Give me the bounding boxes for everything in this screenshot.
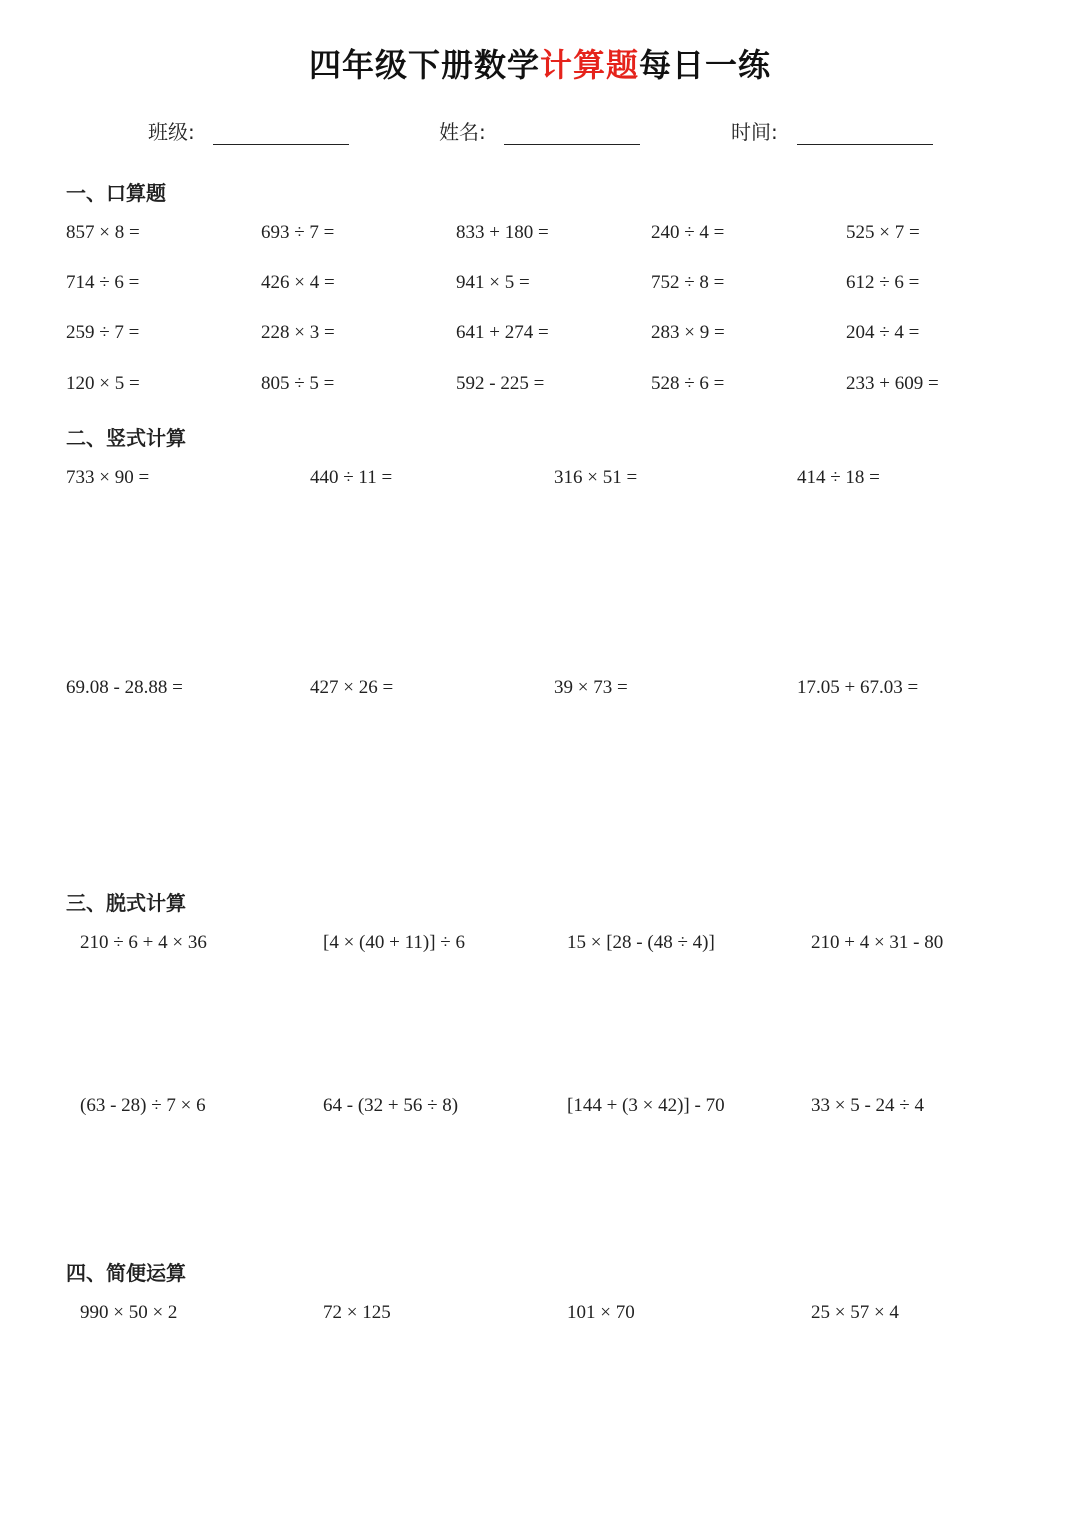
oral-problem: 120 × 5 = [66,373,140,394]
oral-problem: 525 × 7 = [846,222,920,243]
page-title [0,40,1080,86]
vertical-problem: 733 × 90 = [66,467,150,488]
section-vertical-title: 二、竖式计算 [66,426,186,450]
class-blank[interactable] [213,144,349,145]
stepwise-problem: 210 + 4 × 31 - 80 [811,932,944,953]
simplify-problem: 101 × 70 [567,1302,635,1323]
oral-problem: 228 × 3 = [261,322,335,343]
stepwise-problem: [144 + (3 × 42)] - 70 [567,1095,725,1116]
oral-problem: 693 ÷ 7 = [261,222,335,243]
simplify-problem: 72 × 125 [323,1302,391,1323]
stepwise-problem: (63 - 28) ÷ 7 × 6 [80,1095,206,1116]
oral-problem: 805 ÷ 5 = [261,373,335,394]
stepwise-problem: 33 × 5 - 24 ÷ 4 [811,1095,924,1116]
vertical-problem: 427 × 26 = [310,677,394,698]
title-accent: 计算题 [539,46,639,84]
time-blank[interactable] [797,144,933,145]
oral-problem: 641 + 274 = [456,322,549,343]
vertical-problem: 69.08 - 28.88 = [66,677,183,698]
oral-problem: 592 - 225 = [456,373,545,394]
oral-problem: 752 ÷ 8 = [651,272,725,293]
time-field [731,116,778,145]
section-simplify-title: 四、简便运算 [66,1261,186,1285]
name-blank[interactable] [504,144,640,145]
stepwise-problem: 15 × [28 - (48 ÷ 4)] [567,932,715,953]
oral-problem: 240 ÷ 4 = [651,222,725,243]
vertical-problem: 414 ÷ 18 = [797,467,880,488]
oral-problem: 283 × 9 = [651,322,725,343]
stepwise-problem: 210 ÷ 6 + 4 × 36 [80,932,207,953]
oral-problem: 528 ÷ 6 = [651,373,725,394]
name-label: 姓名: [439,120,486,144]
simplify-problem: 25 × 57 × 4 [811,1302,899,1323]
vertical-problem: 17.05 + 67.03 = [797,677,919,698]
oral-problem: 714 ÷ 6 = [66,272,140,293]
oral-problem: 612 ÷ 6 = [846,272,920,293]
oral-problem: 941 × 5 = [456,272,530,293]
stepwise-problem: 64 - (32 + 56 ÷ 8) [323,1095,459,1116]
oral-problem: 426 × 4 = [261,272,335,293]
oral-problem: 833 + 180 = [456,222,549,243]
name-field [439,116,486,145]
vertical-problem: 39 × 73 = [554,677,628,698]
stepwise-problem: [4 × (40 + 11)] ÷ 6 [323,932,465,953]
title-part1: 四年级下册数学 [308,46,540,84]
class-field [148,116,195,145]
section-stepwise-title: 三、脱式计算 [66,891,186,915]
vertical-problem: 440 ÷ 11 = [310,467,393,488]
time-label: 时间: [731,120,778,144]
vertical-problem: 316 × 51 = [554,467,638,488]
title-part2: 每日一练 [639,46,772,84]
class-label: 班级: [148,120,195,144]
oral-problem: 233 + 609 = [846,373,939,394]
oral-problem: 204 ÷ 4 = [846,322,920,343]
section-oral-title: 一、口算题 [66,181,166,205]
simplify-problem: 990 × 50 × 2 [80,1302,178,1323]
oral-problem: 857 × 8 = [66,222,140,243]
oral-problem: 259 ÷ 7 = [66,322,140,343]
